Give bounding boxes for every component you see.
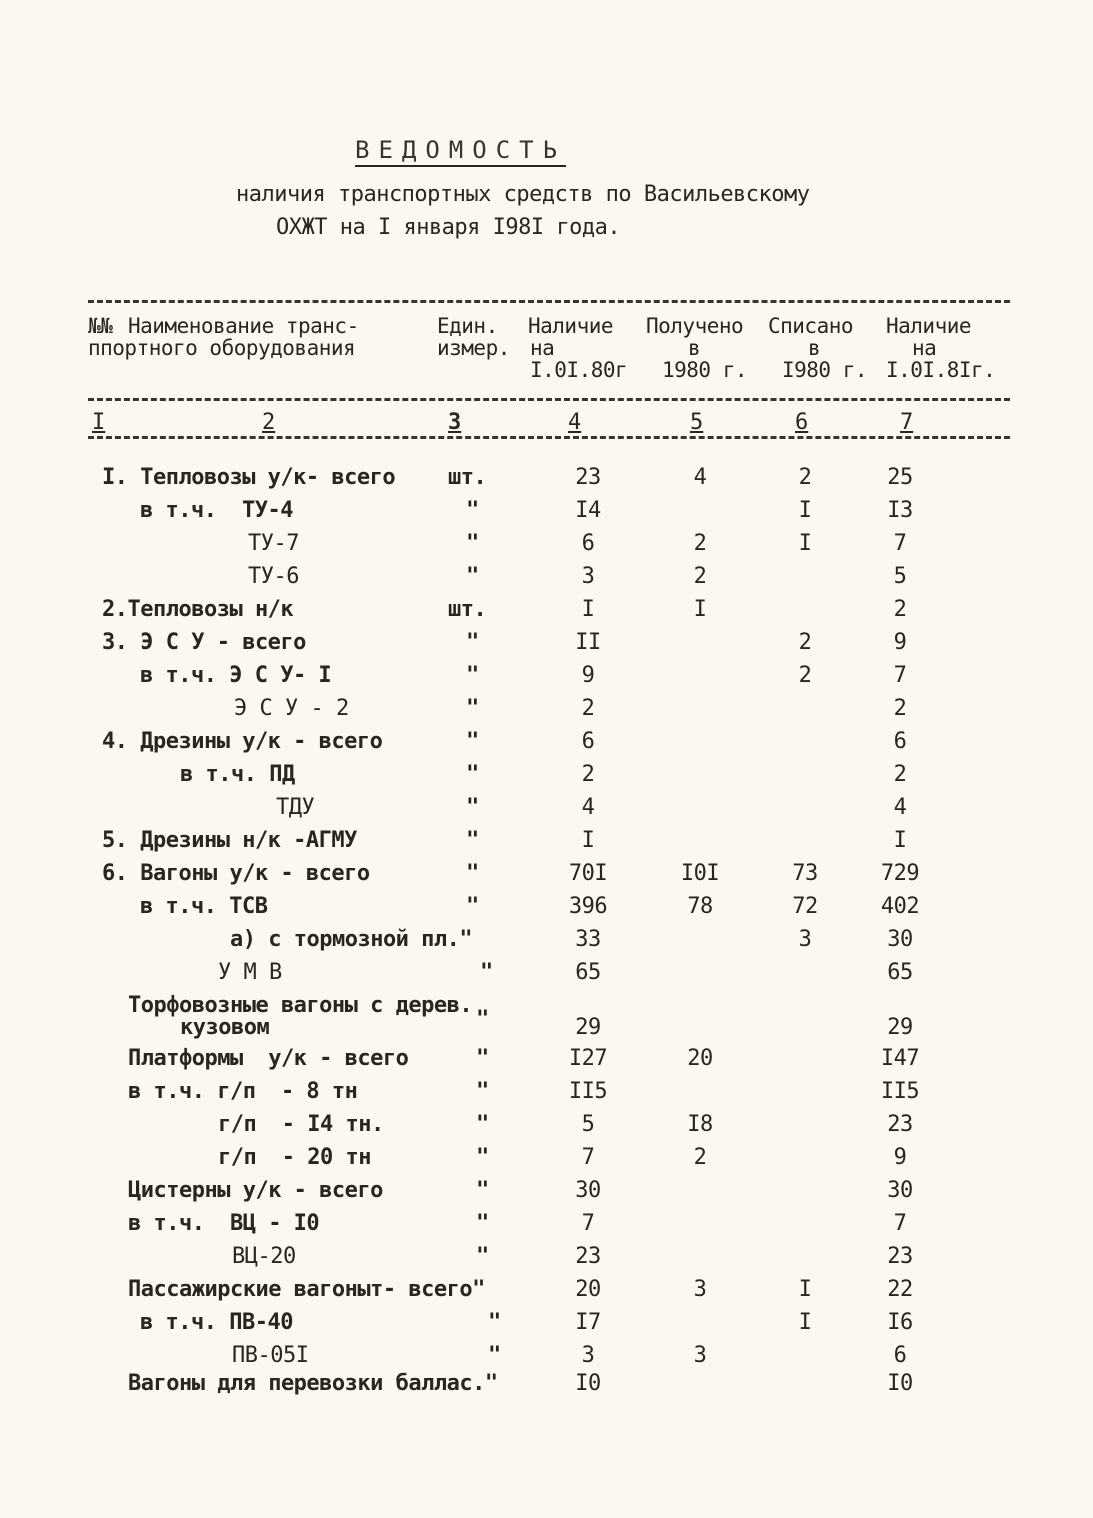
row-name: г/п - I4 тн. [218, 1112, 384, 1137]
row-value-c5: 78 [687, 894, 713, 919]
document-title: ВЕДОМОСТЬ [355, 136, 566, 167]
row-value-c6: 72 [792, 894, 818, 919]
row-value-c7: I47 [880, 1046, 920, 1071]
row-name: Э С У - 2 [234, 696, 349, 721]
row-unit: " [476, 1079, 489, 1104]
header-col5-line2: в [688, 336, 701, 360]
row-value-c4: II [575, 630, 601, 655]
row-value-c6: I [798, 1277, 812, 1302]
row-value-c7: I0 [887, 1371, 913, 1396]
row-value-c6: I [798, 531, 812, 556]
row-name: ВЦ-20 [232, 1244, 296, 1269]
row-unit: " [466, 828, 479, 853]
row-value-c7: 29 [887, 1015, 913, 1040]
row-value-c7: 2 [893, 696, 907, 721]
row-unit: " [466, 498, 479, 523]
row-value-c6: I [798, 498, 812, 523]
header-col7-line1: Наличие [886, 314, 972, 338]
header-col6-line2: в [808, 336, 821, 360]
row-unit: " [488, 1343, 501, 1368]
row-value-c4: 2 [581, 696, 595, 721]
row-name: Торфовозные вагоны с дерев. [128, 993, 473, 1018]
row-value-c4: 4 [581, 795, 595, 820]
column-number-7: 7 [900, 410, 914, 435]
row-unit: " [476, 1178, 489, 1203]
header-col4-line1: Наличие [528, 314, 614, 338]
row-unit: " [466, 696, 479, 721]
row-value-c7: 2 [893, 762, 907, 787]
header-col6-line3: I980 г. [782, 358, 868, 382]
row-value-c5: I8 [687, 1112, 713, 1137]
header-name-line1: Наименование транс- [128, 314, 359, 338]
row-value-c5: I [693, 597, 707, 622]
subtitle-line-1: наличия транспортных средств по Васильевскому [236, 182, 810, 207]
header-unit-line1: Един. [437, 314, 498, 338]
header-unit-line2: измер. [437, 336, 510, 360]
row-name: Вагоны для перевозки баллас." [128, 1371, 498, 1396]
row-name: в т.ч. ПВ-40 [140, 1310, 293, 1335]
row-value-c6: 73 [792, 861, 818, 886]
row-value-c7: 2 [893, 597, 907, 622]
row-name: 6. Вагоны у/к - всего [102, 861, 370, 886]
row-value-c4: I [581, 828, 595, 853]
row-name: 3. Э С У - всего [102, 630, 306, 655]
column-number-2: 2 [262, 410, 276, 435]
row-value-c4: 3 [581, 1343, 595, 1368]
row-value-c7: 25 [887, 465, 913, 490]
header-col6-line1: Списано [768, 314, 854, 338]
row-unit: " [466, 729, 479, 754]
row-value-c7: 7 [893, 1211, 907, 1236]
row-name: а) с тормозной пл." [230, 927, 473, 952]
row-value-c5: 4 [693, 465, 707, 490]
row-value-c6: 2 [798, 630, 812, 655]
row-value-c6: I [798, 1310, 812, 1335]
row-value-c7: 402 [880, 894, 920, 919]
row-unit: " [476, 1244, 489, 1269]
row-value-c7: 30 [887, 1178, 913, 1203]
header-col4-line3: I.0I.80г [530, 358, 628, 382]
row-value-c5: 2 [693, 1145, 707, 1170]
row-value-c4: 20 [575, 1277, 601, 1302]
header-col7-line2: на [912, 336, 937, 360]
row-value-c7: I [893, 828, 907, 853]
row-value-c4: 9 [581, 663, 595, 688]
row-value-c5: 20 [687, 1046, 713, 1071]
row-value-c6: 2 [798, 663, 812, 688]
row-name: в т.ч. ТСВ [140, 894, 268, 919]
row-unit: " [466, 795, 479, 820]
row-value-c6: 2 [798, 465, 812, 490]
row-name: в т.ч. Э С У- I [140, 663, 332, 688]
row-value-c7: I3 [887, 498, 913, 523]
row-name: Пассажирские вагоныт- всего" [128, 1277, 485, 1302]
row-name: ТУ-7 [248, 531, 299, 556]
row-value-c7: 7 [893, 531, 907, 556]
row-name: 4. Дрезины у/к - всего [102, 729, 383, 754]
header-bottom-rule [88, 398, 1010, 401]
row-value-c4: 23 [575, 1244, 601, 1269]
row-value-c7: 9 [893, 630, 907, 655]
row-unit: " [466, 861, 479, 886]
row-unit: шт. [448, 465, 487, 490]
row-unit: " [466, 762, 479, 787]
row-value-c4: 70I [568, 861, 608, 886]
row-name: 5. Дрезины н/к -АГМУ [102, 828, 357, 853]
row-name: Цистерны у/к - всего [128, 1178, 383, 1203]
column-number-4: 4 [568, 410, 582, 435]
row-value-c4: 6 [581, 729, 595, 754]
row-unit: " [466, 531, 479, 556]
row-value-c4: 30 [575, 1178, 601, 1203]
row-unit: " [480, 960, 493, 985]
header-col7-line3: I.0I.8Iг. [886, 358, 996, 382]
row-value-c7: 5 [893, 564, 907, 589]
row-value-c4: I4 [575, 498, 601, 523]
header-col5-line3: 1980 г. [662, 358, 748, 382]
row-value-c7: 23 [887, 1112, 913, 1137]
row-name: г/п - 20 тн [218, 1145, 371, 1170]
row-value-c4: 6 [581, 531, 595, 556]
row-name: 2.Тепловозы н/к [102, 597, 294, 622]
row-value-c5: 3 [693, 1277, 707, 1302]
row-value-c7: II5 [880, 1079, 920, 1104]
row-value-c4: 65 [575, 960, 601, 985]
row-name: ТУ-6 [248, 564, 299, 589]
table-top-rule [88, 300, 1010, 303]
row-value-c7: 7 [893, 663, 907, 688]
header-col5-line1: Получено [646, 314, 744, 338]
row-name: в т.ч. ПД [180, 762, 295, 787]
row-value-c4: II5 [568, 1079, 608, 1104]
row-value-c4: 2 [581, 762, 595, 787]
row-value-c7: 65 [887, 960, 913, 985]
row-name: Платформы у/к - всего [128, 1046, 409, 1071]
row-value-c6: 3 [798, 927, 812, 952]
row-value-c7: 9 [893, 1145, 907, 1170]
row-value-c4: 33 [575, 927, 601, 952]
row-value-c4: 396 [568, 894, 608, 919]
row-name: в т.ч. г/п - 8 тн [128, 1079, 358, 1104]
row-name: ПВ-05I [232, 1343, 309, 1368]
column-number-6: 6 [795, 410, 809, 435]
row-value-c7: 30 [887, 927, 913, 952]
header-number: №№ [88, 314, 113, 338]
row-name-continuation: кузовом [180, 1015, 270, 1040]
row-value-c7: 6 [893, 729, 907, 754]
column-number-1: I [92, 410, 106, 435]
row-value-c4: I7 [575, 1310, 601, 1335]
row-name: У М В [218, 960, 282, 985]
column-numbers-rule [88, 436, 1010, 439]
row-value-c5: I0I [680, 861, 720, 886]
row-value-c5: 3 [693, 1343, 707, 1368]
row-unit: " [466, 894, 479, 919]
row-unit: " [488, 1310, 501, 1335]
row-value-c4: I27 [568, 1046, 608, 1071]
row-value-c4: 3 [581, 564, 595, 589]
row-value-c7: 729 [880, 861, 920, 886]
subtitle-line-2: ОХЖТ на I января I98I года. [276, 215, 621, 240]
column-number-5: 5 [690, 410, 704, 435]
row-name: в т.ч. ВЦ - I0 [128, 1211, 320, 1236]
row-unit: " [476, 1007, 489, 1032]
header-name-line2: ппортного оборудования [88, 336, 356, 360]
row-value-c7: 23 [887, 1244, 913, 1269]
row-unit: шт. [448, 597, 487, 622]
row-value-c4: I0 [575, 1371, 601, 1396]
row-value-c4: 7 [581, 1211, 595, 1236]
row-name: ТДУ [276, 795, 315, 820]
row-value-c5: 2 [693, 531, 707, 556]
row-unit: " [466, 564, 479, 589]
row-value-c4: 5 [581, 1112, 595, 1137]
row-value-c4: 7 [581, 1145, 595, 1170]
row-value-c7: 4 [893, 795, 907, 820]
row-value-c7: 6 [893, 1343, 907, 1368]
row-value-c7: 22 [887, 1277, 913, 1302]
row-unit: " [476, 1145, 489, 1170]
row-value-c4: 23 [575, 465, 601, 490]
row-unit: " [466, 663, 479, 688]
header-col4-line2: на [530, 336, 555, 360]
row-unit: " [466, 630, 479, 655]
column-number-3: 3 [448, 410, 462, 435]
row-name: в т.ч. ТУ-4 [140, 498, 293, 523]
row-value-c7: I6 [887, 1310, 913, 1335]
row-unit: " [476, 1112, 489, 1137]
row-value-c4: I [581, 597, 595, 622]
row-unit: " [476, 1046, 489, 1071]
row-unit: " [476, 1211, 489, 1236]
row-name: I. Тепловозы у/к- всего [102, 465, 396, 490]
row-value-c5: 2 [693, 564, 707, 589]
row-value-c4: 29 [575, 1015, 601, 1040]
